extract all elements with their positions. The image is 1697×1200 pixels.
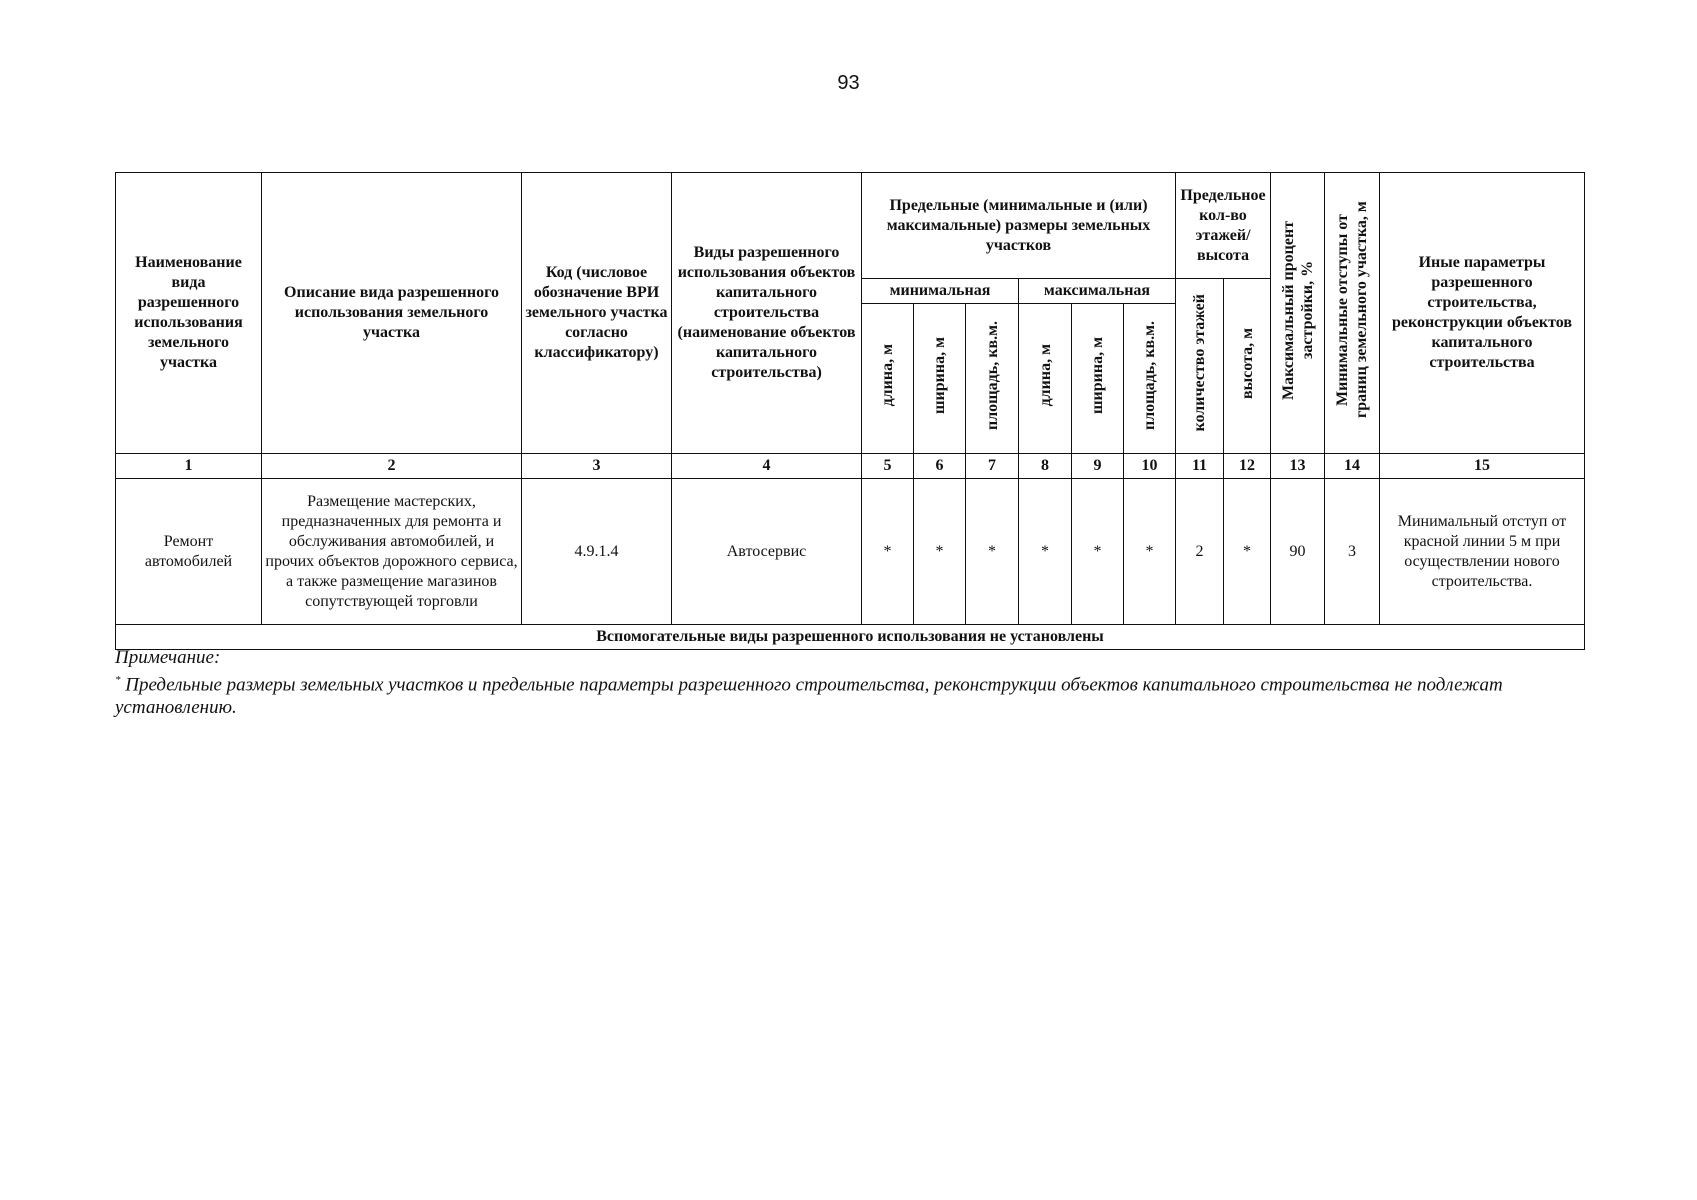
header-oks-types: Виды разрешенного использования объектов капитального строительства (наименование объектов капитального строительства) xyxy=(672,173,862,454)
header-name: Наименование вида разрешенного использования земельного участка xyxy=(116,173,262,454)
column-number: 9 xyxy=(1072,454,1124,479)
table-row xyxy=(116,479,1585,625)
column-number: 4 xyxy=(672,454,862,479)
cell-max-width: * xyxy=(1072,479,1124,625)
header-floors-count xyxy=(1176,279,1224,454)
header-floors-count-text: количество этажей xyxy=(1191,294,1208,432)
cell-name: Ремонт автомобилей xyxy=(116,479,262,625)
header-floors-group: Предельное кол-во этажей/ высота xyxy=(1176,173,1271,279)
column-number: 15 xyxy=(1380,454,1585,479)
footnote-text: Предельные размеры земельных участков и предельные параметры разрешенного строительства, реконструкции объектов капитального строительства не подлежат установлению. xyxy=(115,674,1503,719)
header-max-length xyxy=(1019,304,1072,454)
cell-description: Размещение мастерских, предназначенных для ремонта и обслуживания автомобилей, и прочих объектов дорожного сервиса, а также размещение магазинов сопутствующей торговли xyxy=(262,479,522,625)
column-number: 7 xyxy=(966,454,1019,479)
column-number: 10 xyxy=(1124,454,1176,479)
header-min-area xyxy=(966,304,1019,454)
header-minimal: минимальная xyxy=(862,279,1019,304)
footnote xyxy=(115,646,1555,719)
header-plot-sizes: Предельные (минимальные и (или) максимальные) размеры земельных участков xyxy=(862,173,1176,279)
column-numbers-row xyxy=(116,454,1585,479)
header-min-width xyxy=(914,304,966,454)
column-number: 12 xyxy=(1224,454,1271,479)
header-min-setbacks-text: Минимальные отступы от границ земельного участка, м xyxy=(1334,201,1370,419)
header-other-params: Иные параметры разрешенного строительства, реконструкции объектов капитального строительства xyxy=(1380,173,1585,454)
page-number: 93 xyxy=(837,72,860,94)
header-min-length-text: длина, м xyxy=(879,344,896,407)
column-number: 11 xyxy=(1176,454,1224,479)
column-number: 5 xyxy=(862,454,914,479)
header-max-width xyxy=(1072,304,1124,454)
header-min-width-text: ширина, м xyxy=(931,337,948,414)
header-height xyxy=(1224,279,1271,454)
cell-setback: 3 xyxy=(1325,479,1380,625)
cell-max-area: * xyxy=(1124,479,1176,625)
column-number: 3 xyxy=(522,454,672,479)
cell-floors: 2 xyxy=(1176,479,1224,625)
column-number: 2 xyxy=(262,454,522,479)
header-maximal: максимальная xyxy=(1019,279,1176,304)
column-number: 8 xyxy=(1019,454,1072,479)
header-max-length-text: длина, м xyxy=(1036,344,1054,407)
header-height-text: высота, м xyxy=(1238,327,1256,399)
regulations-table xyxy=(115,172,1585,650)
cell-height: * xyxy=(1224,479,1271,625)
cell-oks-type: Автосервис xyxy=(672,479,862,625)
header-description: Описание вида разрешенного использования земельного участка xyxy=(262,173,522,454)
column-number: 13 xyxy=(1271,454,1325,479)
header-code: Код (числовое обозначение ВРИ земельного участка согласно классификатору) xyxy=(522,173,672,454)
cell-min-area: * xyxy=(966,479,1019,625)
column-number: 14 xyxy=(1325,454,1380,479)
footnote-title: Примечание: xyxy=(115,647,221,668)
cell-max-percent: 90 xyxy=(1271,479,1325,625)
header-min-setbacks xyxy=(1325,173,1380,454)
footnote-marker: * xyxy=(115,674,121,686)
cell-min-length: * xyxy=(862,479,914,625)
header-max-area xyxy=(1124,304,1176,454)
header-max-width-text: ширина, м xyxy=(1089,337,1106,414)
header-min-area-text: площадь, кв.м. xyxy=(983,320,1001,430)
footnote-body xyxy=(115,669,1555,719)
auxiliary-note: Вспомогательные виды разрешенного использования не установлены xyxy=(116,625,1585,650)
cell-other: Минимальный отступ от красной линии 5 м при осуществлении нового строительства. xyxy=(1380,479,1585,625)
cell-code: 4.9.1.4 xyxy=(522,479,672,625)
header-min-length xyxy=(862,304,914,454)
cell-max-length: * xyxy=(1019,479,1072,625)
cell-min-width: * xyxy=(914,479,966,625)
column-number: 6 xyxy=(914,454,966,479)
header-max-percent xyxy=(1271,173,1325,454)
column-number: 1 xyxy=(116,454,262,479)
header-max-percent-text: Максимальный процент застройки, % xyxy=(1279,220,1316,400)
header-max-area-text: площадь, кв.м. xyxy=(1141,320,1158,430)
